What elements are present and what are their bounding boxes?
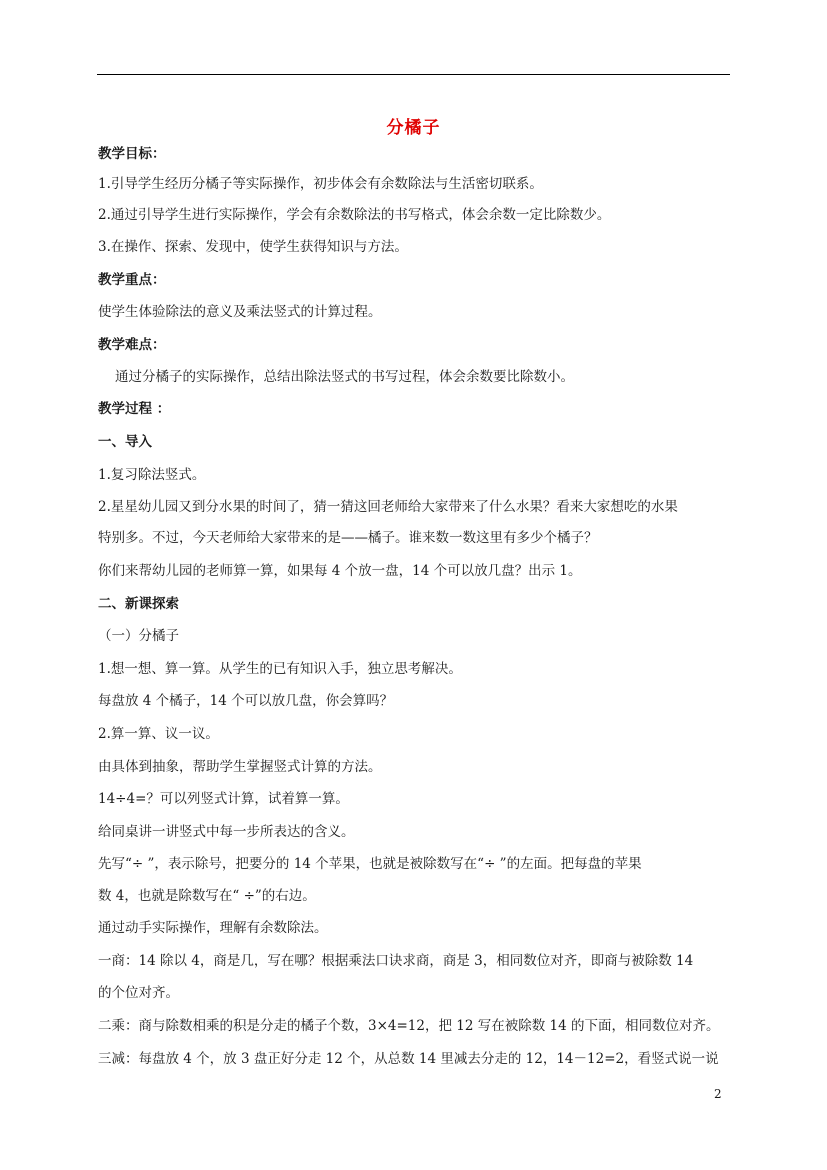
paragraph-line: 先写“÷ ”，表示除号，把要分的 14 个苹果，也就是被除数写在“÷ ”的左面。把每盘的苹果 (98, 856, 642, 872)
paragraph-line: 数 4，也就是除数写在“ ÷”的右边。 (98, 888, 316, 904)
paragraph-line: 特别多。不过，今天老师给大家带来的是——橘子。谁来数一数这里有多少个橘子？ (98, 530, 598, 546)
paragraph-line: 通过分橘子的实际操作，总结出除法竖式的书写过程，体会余数要比除数小。 (115, 369, 574, 385)
section-heading-objectives: 教学目标： (98, 146, 166, 162)
section-heading-new-lesson: 二、新课探索 (98, 596, 179, 612)
paragraph-line: 1.复习除法竖式。 (98, 467, 206, 483)
paragraph-line: 2.通过引导学生进行实际操作，学会有余数除法的书写格式，体会余数一定比除数少。 (98, 207, 611, 223)
document-title: 分橘子 (386, 118, 441, 138)
paragraph-line: 使学生体验除法的意义及乘法竖式的计算过程。 (98, 304, 382, 320)
paragraph-line: 三减：每盘放 4 个，放 3 盘正好分走 12 个，从总数 14 里减去分走的 12，14－12=2，看竖式说一说 (98, 1051, 719, 1067)
section-heading-intro: 一、导入 (98, 434, 152, 450)
section-heading-difficulties: 教学难点： (98, 337, 166, 353)
paragraph-line: 由具体到抽象，帮助学生掌握竖式计算的方法。 (98, 759, 382, 775)
section-heading-process: 教学过程 ： (98, 401, 171, 417)
paragraph-line: 1.想一想、算一算。从学生的已有知识入手，独立思考解决。 (98, 661, 462, 677)
page-number: 2 (714, 1087, 722, 1101)
paragraph-line: 的个位对齐。 (98, 985, 179, 1001)
section-heading-key-points: 教学重点： (98, 272, 166, 288)
paragraph-line: 二乘：商与除数相乘的积是分走的橘子个数，3×4=12，把 12 写在被除数 14 的下面，相同数位对齐。 (98, 1018, 720, 1034)
paragraph-line: 3.在操作、探索、发现中，使学生获得知识与方法。 (98, 239, 408, 255)
paragraph-line: 14÷4=？可以列竖式计算，试着算一算。 (98, 791, 349, 807)
paragraph-line: 2.算一算、议一议。 (98, 726, 219, 742)
paragraph-line: 1.引导学生经历分橘子等实际操作，初步体会有余数除法与生活密切联系。 (98, 176, 543, 192)
paragraph-line: 一商：14 除以 4，商是几，写在哪？根据乘法口诀求商，商是 3，相同数位对齐，即商与被除数 14 (98, 953, 694, 969)
subsection-heading: （一）分橘子 (98, 628, 179, 644)
paragraph-line: 通过动手实际操作，理解有余数除法。 (98, 920, 328, 936)
paragraph-line: 每盘放 4 个橘子，14 个可以放几盘，你会算吗？ (98, 693, 394, 709)
paragraph-line: 你们来帮幼儿园的老师算一算，如果每 4 个放一盘，14 个可以放几盘？出示 1。 (98, 563, 582, 579)
paragraph-line: 给同桌讲一讲竖式中每一步所表达的含义。 (98, 824, 355, 840)
paragraph-line: 2.星星幼儿园又到分水果的时间了，猜一猜这回老师给大家带来了什么水果？看来大家想吃的水果 (98, 499, 678, 515)
header-divider (97, 74, 730, 75)
